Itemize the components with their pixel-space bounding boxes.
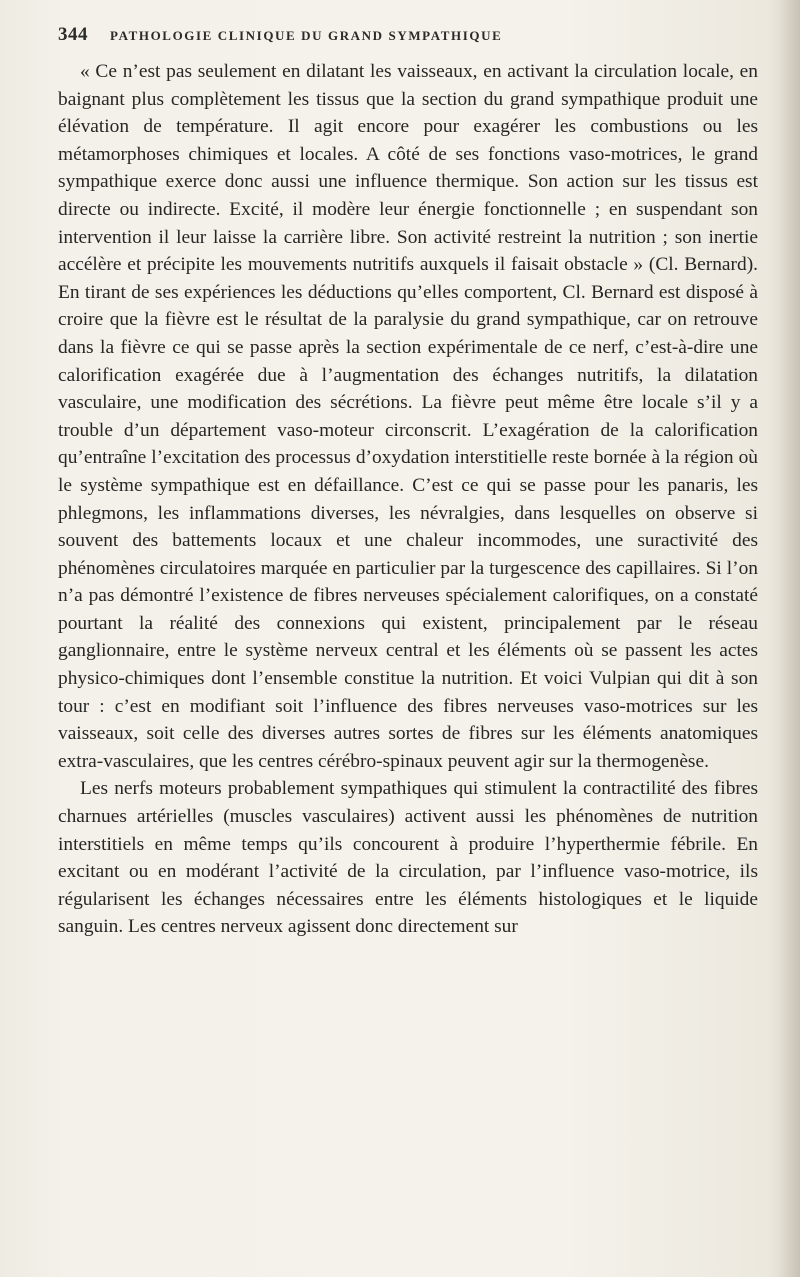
page-edge-shadow xyxy=(778,0,800,1277)
page-header xyxy=(58,24,758,52)
body-text xyxy=(58,58,758,941)
running-head: PATHOLOGIE CLINIQUE DU GRAND SYMPATHIQUE xyxy=(110,28,503,43)
paragraph-2: Les nerfs moteurs probablement sympathiques qui stimulent la contractilité des fibres charnues artérielles (muscles vasculaires) activent aussi les phénomènes de nutrition interstitiels en même temps qu’ils concourent à produire l’hyperthermie fébrile. En excitant ou en modérant l’activité de la circulation, par l’influence vaso-motrice, ils régularisent les échanges nécessaires entre les éléments histologiques et le liquide sanguin. Les centres nerveux agissent donc directement sur xyxy=(58,778,758,938)
page-number: 344 xyxy=(58,24,88,45)
paragraph-1: « Ce n’est pas seulement en dilatant les vaisseaux, en activant la circulation locale, en baignant plus complètement les tissus que la section du grand sympathique produit une élévation de température. Il agit encore pour exagérer les combustions ou les métamorphoses chimiques et locales. A côté de ses fonctions vaso-motrices, le grand sympathique exerce donc aussi une influence thermique. Son action sur les tissus est directe ou indirecte. Excité, il modère leur énergie fonctionnelle ; en suspendant son intervention il leur laisse la carrière libre. Son activité restreint la nutrition ; son inertie accélère et précipite les mouvements nutritifs auxquels il faisait obstacle » (Cl. Bernard). En tirant de ses expériences les déductions qu’elles comportent, Cl. Bernard est disposé à croire que la fièvre est le résultat de la paralysie du grand sympathique, car on retrouve dans la fièvre ce qui se passe après la section expérimentale de ce nerf, c’est-à-dire une calorification exagérée due à l’augmentation des échanges nutritifs, la dilatation vasculaire, une modification des sécrétions. La fièvre peut même être locale s’il y a trouble d’un département vaso-moteur circonscrit. L’exagération de la calorification qu’entraîne l’excitation des processus d’oxydation interstitielle reste bornée à la région où le système sympathique est en défaillance. C’est ce qui se passe pour les panaris, les phlegmons, les inflammations diverses, les névralgies, dans lesquelles on observe si souvent des battements locaux et une chaleur incommodes, une suractivité des phénomènes circulatoires marquée en particulier par la turgescence des capillaires. Si l’on n’a pas démontré l’existence de fibres nerveuses spécialement calorifiques, on a constaté pourtant la réalité des connexions qui existent, principalement par le réseau ganglionnaire, entre le système nerveux central et les éléments où se passent les actes physico-chimiques dont l’ensemble constitue la nutrition. Et voici Vulpian qui dit à son tour : c’est en modifiant soit l’influence des fibres nerveuses vaso-motrices sur les vaisseaux, soit celle des diverses autres sortes de fibres sur les éléments anatomiques extra-vasculaires, que les centres cérébro-spinaux peuvent agir sur la thermogenèse. xyxy=(58,61,758,772)
